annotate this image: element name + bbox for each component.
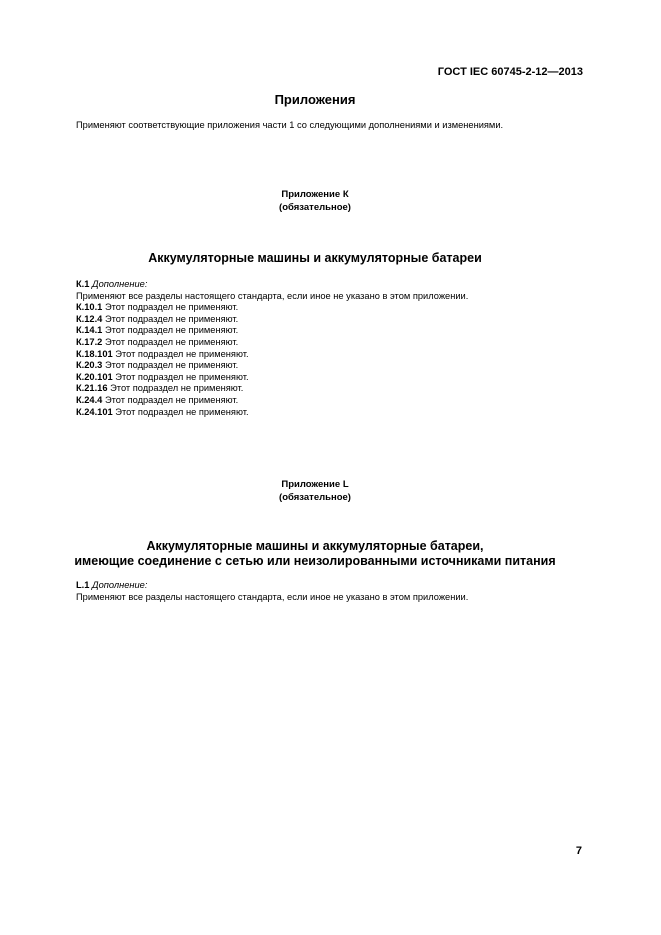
appendices-title: Приложения [274,92,356,107]
clause-note: Дополнение: [92,279,148,289]
annex-l-header [0,478,630,504]
clause-number: К.17.2 [76,336,103,347]
clause-text: Этот подраздел не применяют. [112,406,249,417]
clause-number: К.10.1 [76,302,103,313]
clause-number: К.12.4 [76,313,103,324]
clause-note: Дополнение: [92,580,148,590]
clause-number: L.1 [76,580,90,590]
clause-number: К.1 [76,279,90,289]
clause-row [76,383,468,395]
clause-number: К.14.1 [76,325,103,336]
page-number: 7 [575,845,582,857]
annex-k-header [0,188,630,214]
clause-row [76,360,468,372]
clause-text: Этот подраздел не применяют. [102,302,239,313]
appendices-intro: Применяют соответствующие приложения части 1 со следующими дополнениями и изменениями. [76,120,504,130]
clause-text: Этот подраздел не применяют. [102,336,239,347]
annex-l-general-text: Применяют все разделы настоящего стандарта, если иное не указано в этом приложении. [76,591,469,602]
clause-text: Этот подраздел не применяют. [112,371,249,382]
annex-k-general-text: Применяют все разделы настоящего стандарта, если иное не указано в этом приложении. [76,290,469,301]
annex-k-clause-list [76,279,468,418]
clause-text: Этот подраздел не применяют. [102,325,239,336]
annex-l-title-line2: имеющие соединение с сетью или неизолированными источниками питания [74,554,556,568]
clause-row [76,349,468,361]
annex-l-clause-list [76,580,468,603]
clause-row [76,372,468,384]
clause-text: Этот подраздел не применяют. [112,348,249,359]
clause-text: Этот подраздел не применяют. [102,360,239,371]
clause-text: Этот подраздел не применяют. [107,383,244,394]
clause-text: Этот подраздел не применяют. [102,313,239,324]
annex-l-title-line1: Аккумуляторные машины и аккумуляторные батареи, [146,539,484,553]
clause-l1 [76,580,468,592]
clause-text: Этот подраздел не применяют. [102,394,239,405]
clause-number: К.20.101 [76,371,113,382]
annex-k-title: Аккумуляторные машины и аккумуляторные батареи [148,251,482,265]
clause-row [76,314,468,326]
clause-number: К.24.4 [76,394,103,405]
annex-l-status: (обязательное) [279,492,351,503]
annex-k-status: (обязательное) [279,202,351,213]
clause-row [76,395,468,407]
annex-k-label: Приложение К [281,189,349,200]
annex-l-label: Приложение L [281,479,349,490]
clause-row [76,302,468,314]
clause-row [76,325,468,337]
clause-row [76,407,468,419]
clause-number: К.20.3 [76,360,103,371]
clause-number: К.18.101 [76,348,113,359]
document-code: ГОСТ IEC 60745-2-12—2013 [437,66,583,78]
clause-k1 [76,279,468,291]
annex-l-title [0,539,630,569]
clause-row [76,337,468,349]
clause-number: К.21.16 [76,383,108,394]
clause-number: К.24.101 [76,406,113,417]
